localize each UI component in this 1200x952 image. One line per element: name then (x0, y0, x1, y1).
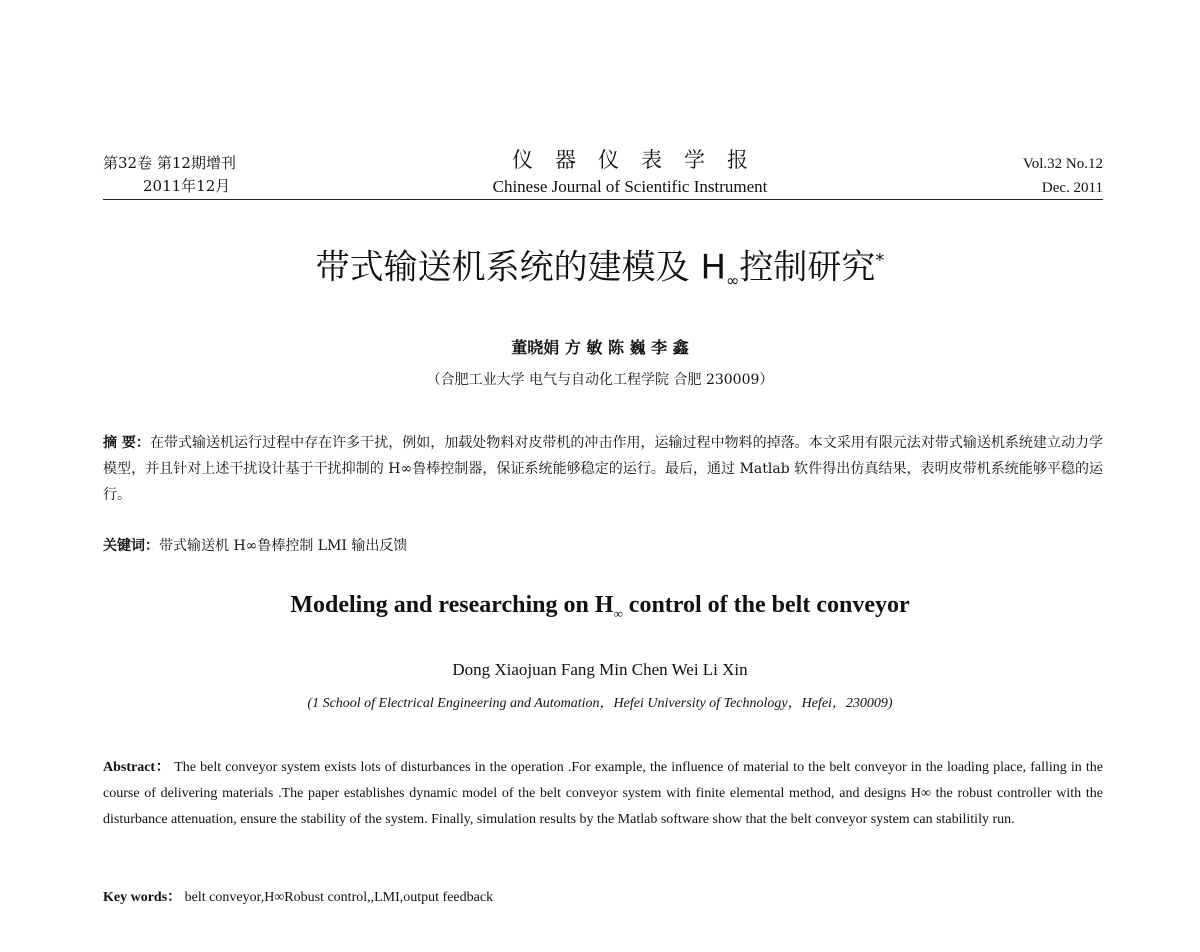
abstract-cn-label: 摘 要： (103, 435, 150, 451)
date-cn: 2011年12月 (143, 177, 231, 195)
journal-name-cn: 仪器仪表学报 (512, 148, 770, 172)
abstract-cn-text: 在带式输送机运行过程中存在许多干扰，例如，加载处物料对皮带机的冲击作用，运输过程中物料的掉落。本文采用有限元法对带式输送机系统建立动力学模型，并且针对上述干扰设计基于干扰抑制的 H∞鲁棒控制器，保证系统能够稳定的运行。最后，通过 Matlab 软件得出仿真结果，表明皮带机系统能够平稳的运行。 (103, 435, 1103, 503)
header-left (103, 152, 236, 198)
title-en-infinity: ∞ (613, 605, 623, 621)
title-cn-footnote-mark: * (875, 250, 885, 271)
header-rule (103, 199, 1103, 200)
paper-title-cn (0, 238, 1200, 304)
header-right (1023, 152, 1103, 200)
abstract-en (103, 755, 1103, 833)
volume-issue-en: Vol.32 No.12 (1022, 156, 1103, 172)
title-cn-main: 带式输送机系统的建模及 H (315, 247, 727, 288)
keywords-en-text: belt conveyor,H∞Robust control,,LMI,output feedback (184, 890, 494, 905)
abstract-cn (103, 430, 1103, 508)
affiliation-en: (1 School of Electrical Engineering and Automation，Hefei University of Technology，Hefei，230009) (307, 696, 893, 711)
keywords-cn (103, 535, 407, 555)
authors-cn: 董晓娟 方 敏 陈 巍 李 鑫 (511, 338, 689, 357)
date-en: Dec. 2011 (1041, 180, 1103, 196)
title-cn-rest: 控制研究 (739, 247, 876, 288)
journal-name-en: Chinese Journal of Scientific Instrument (492, 177, 768, 196)
abstract-en-text: The belt conveyor system exists lots of disturbances in the operation .For example, the influence of material to the belt conveyor in the loading place, falling in the course of delivering materials .The paper establishes dynamic model of the belt conveyor system with finite elemental method, and designs H∞ the robust controller with the disturbance attenuation, ensure the stability of the system. Finally, simulation results by the Matlab software show that the belt conveyor system can stabilitily run. (103, 760, 1103, 827)
title-cn-infinity: ∞ (726, 271, 740, 291)
authors-en: Dong Xiaojuan Fang Min Chen Wei Li Xin (452, 660, 748, 679)
title-en-rest: control of the belt conveyor (622, 592, 910, 618)
keywords-cn-text: 带式输送机 H∞鲁棒控制 LMI 输出反馈 (159, 538, 408, 554)
header-center (430, 146, 830, 198)
keywords-cn-label: 关键词： (103, 538, 159, 554)
volume-issue-cn: 第32卷 第12期增刊 (103, 154, 236, 172)
abstract-en-label: Abstract： (103, 760, 171, 775)
keywords-en (103, 886, 493, 906)
title-en-main: Modeling and researching on H (290, 592, 614, 618)
paper-title-en (0, 592, 1200, 622)
affiliation-cn: （合肥工业大学 电气与自动化工程学院 合肥 230009） (426, 372, 774, 388)
keywords-en-label: Key words： (103, 890, 182, 905)
